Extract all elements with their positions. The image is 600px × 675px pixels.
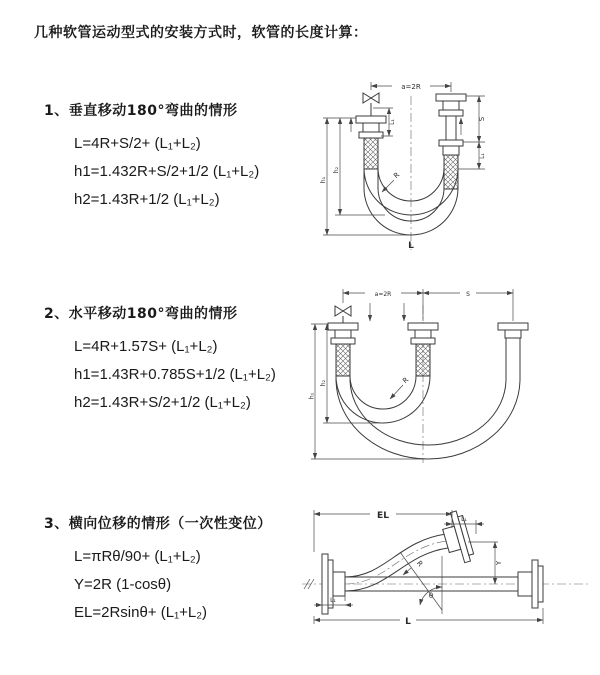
middle-braid <box>416 344 430 376</box>
right-flange <box>498 323 528 338</box>
right-flange-upper <box>436 94 466 116</box>
valve-icon <box>363 93 379 116</box>
left-braid <box>336 344 350 376</box>
section-1 <box>44 100 259 214</box>
label-el: EL <box>377 511 389 521</box>
formula-h2: h2=1.43R+S/2+1/2 (L₁+L₂) <box>74 394 251 411</box>
dim-el <box>314 507 452 552</box>
right-braid <box>444 155 458 189</box>
left-braid <box>364 138 378 169</box>
label-width: a=2R <box>374 291 392 298</box>
section-3-heading: 3、横向位移的情形（一次性变位） <box>44 516 272 532</box>
section-1-formulas <box>74 130 259 214</box>
dim-l <box>314 608 543 627</box>
label-l: L <box>408 241 414 251</box>
left-flange <box>356 116 386 138</box>
s-curve-hose <box>345 534 448 591</box>
right-flange-lower <box>439 140 463 155</box>
label-r: R <box>414 559 425 569</box>
dim-s <box>423 287 513 298</box>
label-h2: h₂ <box>320 379 327 387</box>
dim-width <box>343 287 513 321</box>
formula-L: L=πRθ/90+ (L₁+L₂) <box>74 548 201 565</box>
dim-width <box>371 80 451 92</box>
section-2 <box>44 303 276 417</box>
section-1-heading: 1、垂直移动180°弯曲的情形 <box>44 103 238 119</box>
diagram-vertical-180-bend <box>313 72 565 256</box>
formula-h1: h1=1.432R+S/2+1/2 (L₁+L₂) <box>74 163 260 180</box>
label-s: S <box>478 116 486 122</box>
formula-h1: h1=1.43R+0.785S+1/2 (L₁+L₂) <box>74 366 276 383</box>
label-width: a=2R <box>401 83 421 91</box>
label-r: R <box>392 170 402 181</box>
label-l1-top: L₁ <box>461 516 467 523</box>
diagram-horizontal-180-bend <box>308 281 568 473</box>
section-3-formulas <box>74 543 272 627</box>
valve-icon <box>335 306 351 323</box>
label-r: R <box>401 375 411 386</box>
label-l1-bottom: L₁ <box>330 597 336 604</box>
left-flange <box>328 323 358 344</box>
section-3 <box>44 513 272 627</box>
middle-flange <box>408 323 438 344</box>
section-2-formulas <box>74 333 276 417</box>
dim-y <box>468 542 503 584</box>
formula-L: L=4R+1.57S+ (L₁+L₂) <box>74 338 218 355</box>
label-h2: h₂ <box>333 166 340 174</box>
right-flange <box>518 560 543 608</box>
section-2-heading: 2、水平移动180°弯曲的情形 <box>44 306 238 322</box>
label-l1-left: L₁ <box>389 119 396 125</box>
formula-EL: EL=2Rsinθ+ (L₁+L₂) <box>74 604 208 621</box>
page-title: 几种软管运动型式的安装方式时，软管的长度计算： <box>34 25 368 41</box>
diagram-lateral-displacement <box>300 502 594 630</box>
formula-Y: Y=2R (1-cosθ) <box>74 576 172 593</box>
radius-callout <box>403 559 424 575</box>
formula-L: L=4R+S/2+ (L₁+L₂) <box>74 135 201 152</box>
dim-l1-right <box>479 142 486 169</box>
label-l1-right: L₁ <box>479 153 486 159</box>
label-h1: h₁ <box>320 176 327 184</box>
upper-flange <box>439 510 475 566</box>
formula-h2: h2=1.43R+1/2 (L₁+L₂) <box>74 191 220 208</box>
radius-callout <box>382 171 401 192</box>
label-l: L <box>405 617 411 627</box>
label-s: S <box>466 291 470 298</box>
label-theta: θ <box>428 592 434 600</box>
radius-callout <box>390 376 410 399</box>
label-y: Y <box>495 560 503 566</box>
label-h1: h₁ <box>308 392 316 400</box>
